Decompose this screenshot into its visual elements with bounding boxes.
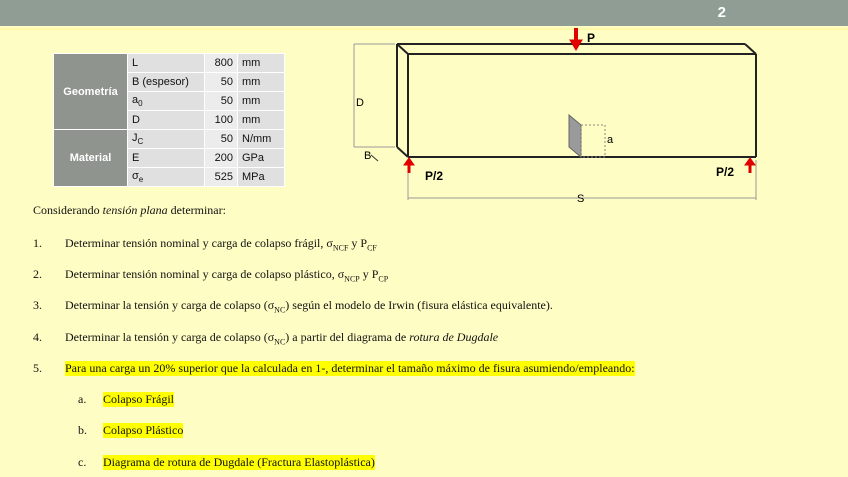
table-row xyxy=(54,54,285,73)
group-label-material: Material xyxy=(54,130,128,187)
param-symbol: L xyxy=(128,54,205,73)
param-unit: mm xyxy=(238,54,285,73)
slide-number: 2 xyxy=(717,4,726,21)
support-arrow-right xyxy=(745,158,755,173)
param-symbol: $J_C$ xyxy=(128,130,205,149)
support-arrow-left xyxy=(404,158,414,173)
param-unit: N/mm xyxy=(238,130,285,149)
dimension-S-label: S xyxy=(577,193,585,205)
param-unit: mm xyxy=(238,92,285,111)
load-arrow-top xyxy=(570,28,582,50)
dimension-D xyxy=(354,44,395,147)
param-symbol: E xyxy=(128,149,205,168)
param-value: 525 xyxy=(205,168,238,187)
param-value: 50 xyxy=(205,130,238,149)
param-symbol: $\sigma_e$ xyxy=(128,168,205,187)
param-value: 200 xyxy=(205,149,238,168)
beam-diagram xyxy=(340,28,770,208)
param-unit: mm xyxy=(238,73,285,92)
param-value: 50 xyxy=(205,92,238,111)
crack-shape xyxy=(569,115,605,157)
param-unit: GPa xyxy=(238,149,285,168)
param-unit: MPa xyxy=(238,168,285,187)
load-right-label: P/2 xyxy=(716,165,735,179)
dimension-D-label: D xyxy=(356,97,364,109)
parameters-table xyxy=(53,53,285,187)
param-symbol: D xyxy=(128,111,205,130)
title-bar xyxy=(0,0,848,26)
dimension-B-label: B xyxy=(364,150,372,162)
param-value: 50 xyxy=(205,73,238,92)
param-value: 800 xyxy=(205,54,238,73)
param-value: 100 xyxy=(205,111,238,130)
load-left-label: P/2 xyxy=(425,169,444,183)
dimension-B-marker xyxy=(371,155,378,161)
param-unit: mm xyxy=(238,111,285,130)
param-symbol: $a_0$ xyxy=(128,92,205,111)
group-label-geometry: Geometría xyxy=(54,54,128,130)
intro-text: Considerando tensión plana determinar: xyxy=(33,203,226,217)
param-symbol: B (espesor) xyxy=(128,73,205,92)
table-row xyxy=(54,130,285,149)
load-top-label: P xyxy=(587,31,596,45)
crack-label: a xyxy=(607,134,614,146)
